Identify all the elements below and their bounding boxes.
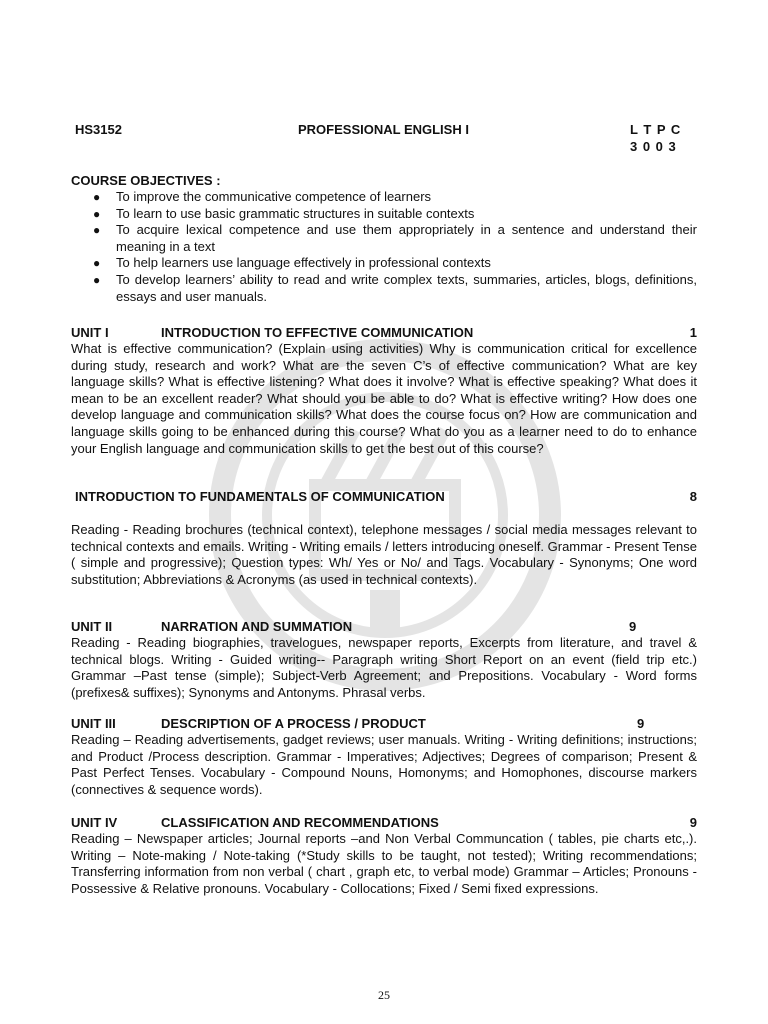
unit-title: INTRODUCTION TO EFFECTIVE COMMUNICATION (161, 325, 474, 340)
unit-body: Reading – Reading advertisements, gadget reviews; user manuals. Writing - Writing definitions; instructions; and Product /Process description. Grammar - Imperatives; Adjectives; Degrees of comparison; Present & Past Perfect Tenses. Vocabulary - Compound Nouns, Homonyms; and Homophones, discourse markers (connectives & sequence words). (71, 732, 697, 797)
unit-hours: 9 (689, 815, 697, 830)
ltpc-label: L T P C (630, 122, 682, 137)
unit-hours: 8 (689, 489, 697, 504)
fundamentals-section (71, 488, 697, 588)
unit-title: INTRODUCTION TO FUNDAMENTALS OF COMMUNICATION (75, 489, 445, 504)
bullet-icon: ● (93, 256, 101, 271)
objectives-heading: COURSE OBJECTIVES : (71, 173, 221, 188)
unit-body: Reading - Reading biographies, travelogues, newspaper reports, Excerpts from literature, and travel & technical blogs. Writing - Guided writing-- Paragraph writing Short Report on an event (field trip etc.) Grammar –Past tense (simple); Subject-Verb Agreement; and Prepositions. Vocabulary - Word forms (prefixes& suffixes); Synonyms and Antonyms. Phrasal verbs. (71, 635, 697, 700)
unit-body: What is effective communication? (Explain using activities) Why is communication critical for excellence during study, research and work? What are the seven C’s of effective communication? What are key language skills? What is effective listening? What does it involve? What is effective speaking? What does it mean to be an excellent reader? What should you be able to do? What is effective writing? How does one develop language and communication skills? What does the course focus on? How are communication and language skills going to be enhanced during this course? What do you as a learner need to do to enhance your English language and communication skills to get the best out of this course? (71, 341, 697, 456)
objective-text: To acquire lexical competence and use them appropriately in a sentence and understand their meaning in a text (116, 222, 697, 254)
unit-heading (71, 814, 697, 831)
unit-heading (71, 488, 697, 505)
unit-body: Reading - Reading brochures (technical context), telephone messages / social media messages relevant to technical contexts and emails. Writing - Writing emails / letters introducing oneself. Grammar - Present Tense ( simple and progressive); Question types: Wh/ Yes or No/ and Tags. Vocabulary - Synonyms; One word substitution; Abbreviations & Acronyms (as used in technical contexts). (71, 522, 697, 587)
unit-heading (71, 715, 697, 732)
list-item (71, 222, 697, 255)
list-item (71, 255, 697, 272)
unit-body: Reading – Newspaper articles; Journal reports –and Non Verbal Communcation ( tables, pie charts etc,.). Writing – Note-making / Note-taking (*Study skills to be taught, not tested); Writing recommendations; Transferring information from non verbal ( chart , graph etc, to verbal mode) Grammar – Articles; Pronouns - Possessive & Relative pronouns. Vocabulary - Collocations; Fixed / Semi fixed expressions. (71, 831, 697, 896)
ltpc-values: 3 0 0 3 (630, 139, 677, 154)
objective-text: To learn to use basic grammatic structures in suitable contexts (116, 205, 475, 221)
unit-heading (71, 324, 697, 341)
objective-text: To develop learners’ ability to read and write complex texts, summaries, articles, blogs, definitions, essays and user manuals. (116, 271, 697, 304)
bullet-icon: ● (93, 206, 101, 221)
unit-4-section (71, 814, 697, 897)
ltpc-block (630, 121, 681, 155)
course-title: PROFESSIONAL ENGLISH I (298, 122, 469, 137)
bullet-icon: ● (93, 272, 101, 287)
unit-hours: 9 (637, 716, 645, 731)
objective-text: To improve the communicative competence of learners (116, 189, 432, 204)
course-code: HS3152 (75, 122, 122, 137)
objective-text: To help learners use language effectively in professional contexts (116, 255, 491, 271)
unit-title: NARRATION AND SUMMATION (161, 619, 353, 634)
list-item (71, 189, 697, 206)
unit-1-section (71, 324, 697, 457)
course-objectives (71, 172, 697, 305)
unit-title: DESCRIPTION OF A PROCESS / PRODUCT (161, 716, 426, 731)
unit-hours: 9 (629, 619, 637, 634)
unit-number: UNIT III (71, 716, 116, 731)
unit-number: UNIT I (71, 325, 109, 340)
unit-title: CLASSIFICATION AND RECOMMENDATIONS (161, 815, 439, 830)
unit-heading (71, 618, 697, 635)
bullet-icon: ● (93, 223, 101, 238)
page-number: 25 (378, 988, 390, 1002)
unit-3-section (71, 715, 697, 798)
list-item (71, 206, 697, 223)
unit-number: UNIT IV (71, 815, 118, 830)
bullet-icon: ● (93, 190, 101, 204)
objectives-list (71, 189, 697, 305)
unit-2-section (71, 618, 697, 701)
list-item (71, 272, 697, 305)
unit-number: UNIT II (71, 619, 113, 634)
unit-hours: 1 (689, 325, 697, 340)
